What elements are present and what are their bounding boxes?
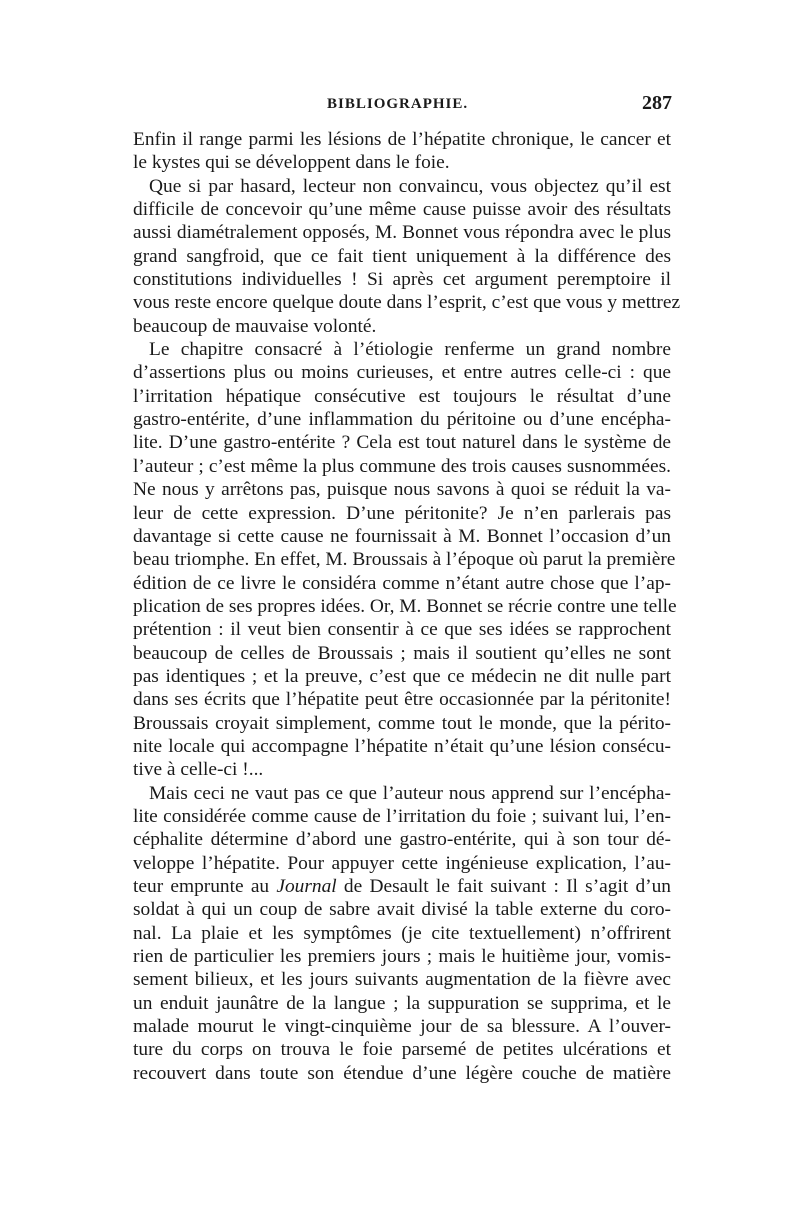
text-line-with-italic [133, 875, 671, 898]
text-line: nal. La plaie et les symptômes (je cite textuellement) n’offrirent [133, 922, 671, 944]
text-line: recouvert dans toute son étendue d’une légère couche de matière [133, 1062, 671, 1084]
body-text [133, 128, 681, 1085]
text-line: nite locale qui accompagne l’hépatite n’était qu’une lésion consécu- [133, 735, 671, 757]
text-line: grand sangfroid, que ce fait tient uniquement à la différence des [133, 245, 671, 267]
text-line: beaucoup de mauvaise volonté. [133, 315, 377, 337]
text-line: Enfin il range parmi les lésions de l’hépatite chronique, le cancer et [133, 129, 671, 150]
text-line: dans ses écrits que l’hépatite peut être occasionnée par la péritonite! [133, 689, 671, 711]
text-segment: teur emprunte au [133, 876, 277, 897]
text-line: veloppe l’hépatite. Pour appuyer cette ingénieuse explication, l’au- [133, 852, 671, 874]
italic-title: Journal [276, 876, 337, 897]
text-line: Mais ceci ne vaut pas ce que l’auteur nous apprend sur l’encépha- [149, 782, 671, 804]
text-line: beaucoup de celles de Broussais ; mais il soutient qu’elles ne sont [133, 642, 671, 664]
text-line: céphalite détermine d’abord une gastro-entérite, qui à son tour dé- [133, 829, 671, 851]
text-line: édition de ce livre le considéra comme n’étant autre chose que l’ap- [133, 572, 671, 594]
text-line: malade mourut le vingt-cinquième jour de sa blessure. A l’ouver- [133, 1016, 671, 1038]
text-line: davantage si cette cause ne fournissait à M. Bonnet l’occasion d’un [133, 525, 671, 547]
text-line: leur de cette expression. D’une péritonite? Je n’en parlerais pas [133, 502, 671, 524]
text-line: lite considérée comme cause de l’irritation du foie ; suivant lui, l’en- [133, 805, 671, 827]
text-line: Le chapitre consacré à l’étiologie renferme un grand nombre [149, 339, 671, 361]
text-line: le kystes qui se développent dans le foie. [133, 152, 450, 174]
text-line: l’auteur ; c’est même la plus commune des trois causes susnommées. [133, 455, 671, 477]
text-line: plication de ses propres idées. Or, M. Bonnet se récrie contre une telle [133, 595, 677, 617]
text-line: gastro-entérite, d’une inflammation du péritoine ou d’une encépha- [133, 409, 671, 431]
text-line: rien de particulier les premiers jours ; mais le huitième jour, vomis- [133, 946, 671, 968]
running-title: BIBLIOGRAPHIE. [327, 96, 469, 112]
text-line: soldat à qui un coup de sabre avait divisé la table externe du coro- [133, 899, 671, 921]
text-line: Ne nous y arrêtons pas, puisque nous savons à quoi se réduit la va- [133, 479, 671, 501]
text-line: lite. D’une gastro-entérite ? Cela est tout naturel dans le système de [133, 432, 671, 454]
text-line: Que si par hasard, lecteur non convaincu, vous objectez qu’il est [149, 175, 671, 197]
text-line: tive à celle-ci !... [133, 759, 264, 781]
text-segment: de Desault le fait suivant : Il s’agit d’un [336, 876, 672, 897]
text-line: vous reste encore quelque doute dans l’esprit, c’est que vous y mettrez [133, 292, 681, 314]
text-line: un enduit jaunâtre de la langue ; la suppuration se supprima, et le [133, 992, 671, 1014]
text-line: l’irritation hépatique consécutive est toujours le résultat d’une [133, 385, 671, 407]
text-line: Broussais croyait simplement, comme tout le monde, que la périto- [133, 712, 671, 734]
text-line: constitutions individuelles ! Si après cet argument peremptoire il [133, 269, 671, 291]
page-number: 287 [642, 92, 672, 114]
running-head [132, 92, 672, 120]
text-line: difficile de concevoir qu’une même cause puisse avoir des résultats [133, 199, 671, 221]
text-line: beau triomphe. En effet, M. Broussais à l’époque où parut la première [133, 549, 676, 571]
text-line: ture du corps on trouva le foie parsemé de petites ulcérations et [133, 1039, 671, 1061]
text-line: pas identiques ; et la preuve, c’est que ce médecin ne dit nulle part [133, 665, 671, 687]
text-line: sement bilieux, et les jours suivants augmentation de la fièvre avec [133, 969, 671, 991]
text-line: d’assertions plus ou moins curieuses, et entre autres celle-ci : que [133, 362, 671, 384]
text-line: aussi diamétralement opposés, M. Bonnet vous répondra avec le plus [133, 222, 671, 244]
text-line: prétention : il veut bien consentir à ce que ses idées se rapprochent [133, 619, 671, 641]
